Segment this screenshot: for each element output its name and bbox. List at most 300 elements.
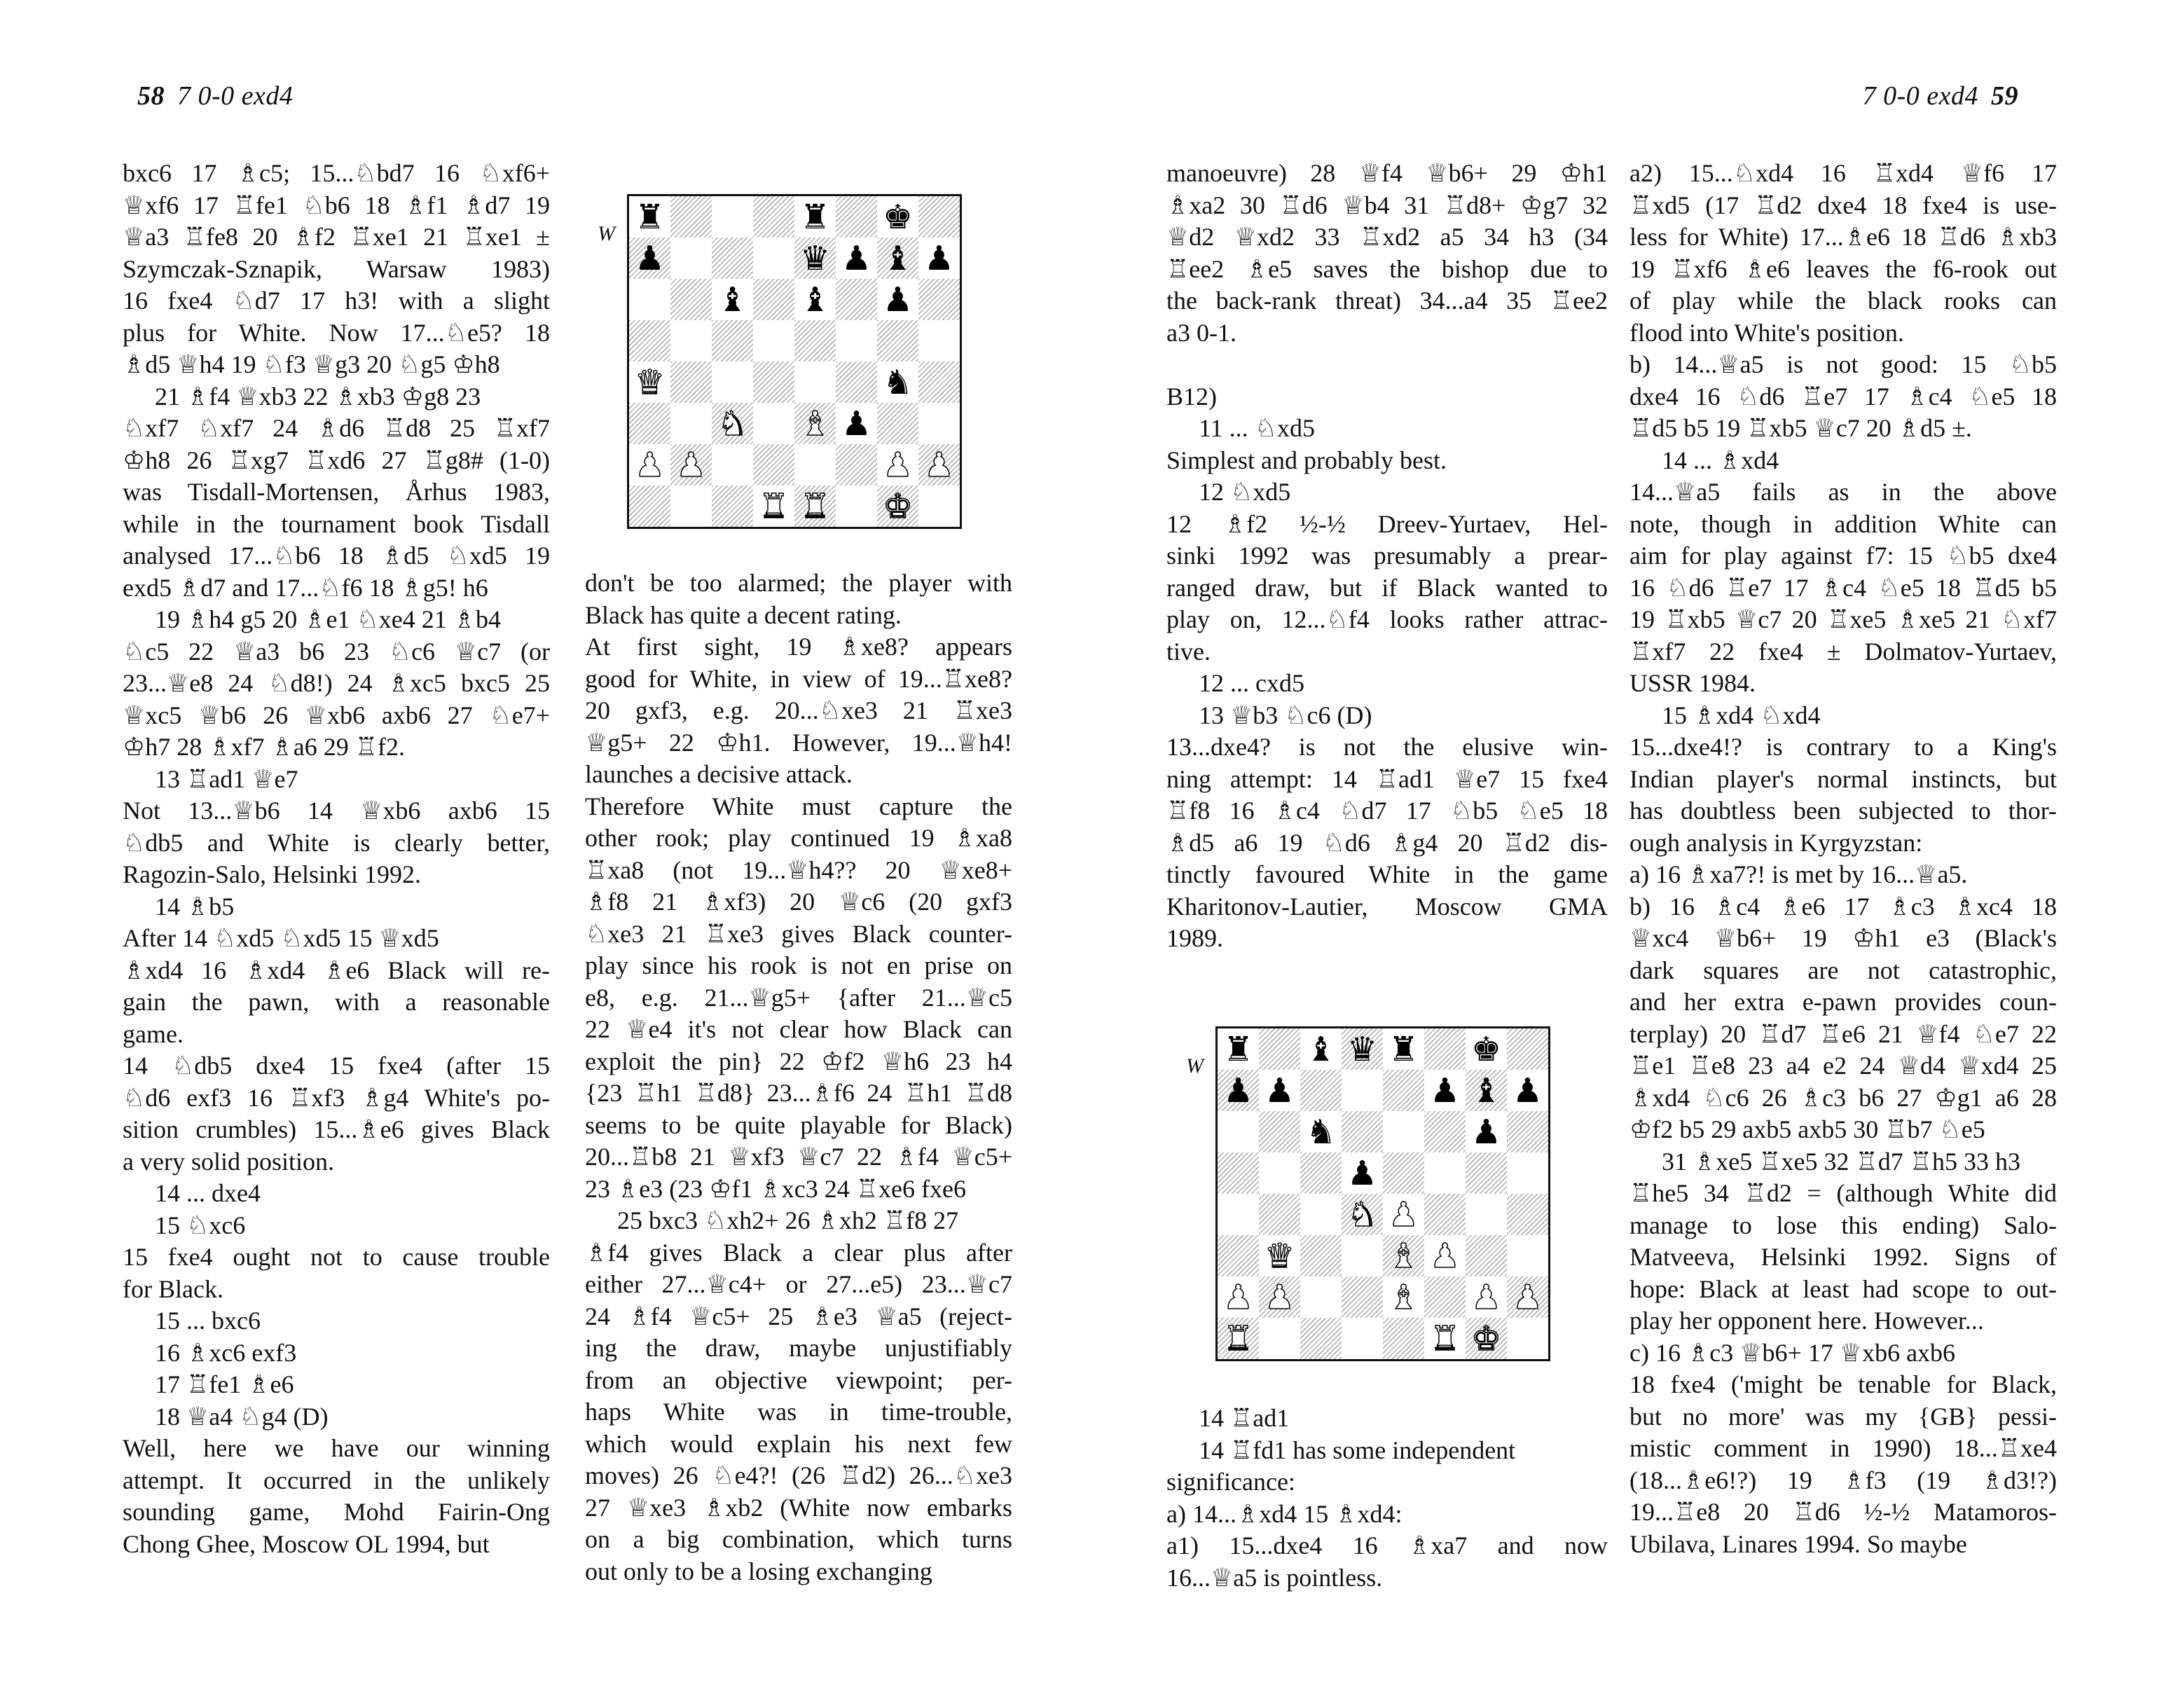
text-line: ♔h7 28 ♗xf7 ♗a6 29 ♖f2. [123, 733, 406, 761]
board-square [1300, 1111, 1342, 1152]
board-square [1383, 1235, 1424, 1276]
text-column-4 [1629, 158, 2057, 1560]
board-square [1218, 1111, 1259, 1152]
board-square [1259, 1318, 1300, 1359]
board-square [877, 320, 918, 361]
text-line: of play while the black rooks can [1629, 287, 2057, 315]
black-rook-icon: ♜ [1222, 1029, 1254, 1069]
text-line: 23 ♗e3 (23 ♔f1 ♗xc3 24 ♖xe6 fxe6 [585, 1174, 966, 1203]
text-line: which would explain his next few [585, 1429, 1012, 1458]
text-line: 20...♖b8 21 ♕xf3 ♕c7 22 ♗f4 ♕c5+ [585, 1143, 1012, 1171]
board-square [1383, 1276, 1424, 1318]
text-line: game. [123, 1019, 184, 1048]
text-line: Ragozin-Salo, Helsinki 1992. [123, 860, 421, 888]
chess-board [1215, 1026, 1550, 1361]
text-line: 22 ♕e4 it's not clear how Black can [585, 1015, 1012, 1043]
black-bishop-icon: ♝ [1470, 1070, 1502, 1110]
text-line: Kharitonov-Lautier, Moscow GMA [1166, 892, 1608, 921]
board-square [670, 320, 712, 361]
text-line: ♗f8 21 ♗xf3) 20 ♕c6 (20 gxf3 [585, 888, 1012, 916]
board-square [1300, 1070, 1342, 1111]
left-page-header [125, 81, 293, 111]
board-square [836, 279, 877, 320]
board-square [753, 320, 794, 361]
text-line: Indian player's normal instincts, but [1629, 764, 2057, 793]
board-square [1342, 1235, 1383, 1276]
text-line: 13 ♖ad1 ♕e7 [155, 764, 298, 793]
board-square [1466, 1276, 1507, 1318]
board-square [753, 444, 794, 485]
board-square [1466, 1028, 1507, 1070]
text-line: b) 14...♕a5 is not good: 15 ♘b5 [1629, 350, 2057, 378]
board-square [877, 279, 918, 320]
black-queen-icon: ♛ [1346, 1029, 1378, 1069]
text-line: ♕xc4 ♕b6+ 19 ♔h1 e3 (Black's [1629, 924, 2057, 952]
text-line: play her opponent here. However... [1629, 1307, 1984, 1335]
text-line: 16 ♘d6 ♖e7 17 ♗c4 ♘e5 18 ♖d5 b5 [1629, 573, 2057, 602]
text-line: 20 gxf3, e.g. 20...♘xe3 21 ♖xe3 [585, 696, 1012, 724]
board-square [1466, 1318, 1507, 1359]
text-line: ♗xa2 30 ♖d6 ♕b4 31 ♖d8+ ♔g7 32 [1166, 191, 1608, 219]
text-line: ♗d5 ♕h4 19 ♘f3 ♕g3 20 ♘g5 ♔h8 [123, 350, 500, 378]
text-line: ♕d2 ♕xd2 33 ♖xd2 a5 34 h3 (34 [1166, 223, 1608, 251]
board-square [629, 444, 670, 485]
board-square [712, 320, 753, 361]
text-line: B12) [1166, 382, 1217, 411]
board-square [629, 196, 670, 237]
text-line: ♘c5 22 ♕a3 b6 23 ♘c6 ♕c7 (or [123, 637, 550, 666]
text-line: 15 fxe4 ought not to cause trouble [123, 1243, 550, 1271]
text-column-3-continued [1166, 1403, 1608, 1594]
text-line: c) 16 ♗c3 ♕b6+ 17 ♕xb6 axb6 [1629, 1338, 1956, 1367]
board-square [1342, 1318, 1383, 1359]
text-line: significance: [1166, 1468, 1295, 1496]
text-line: exd5 ♗d7 and 17...♘f6 18 ♗g5! h6 [123, 573, 488, 602]
board-square [670, 279, 712, 320]
board-square [670, 485, 712, 527]
board-square [712, 196, 753, 237]
board-square [629, 320, 670, 361]
board-square [918, 361, 960, 403]
board-square [1507, 1070, 1548, 1111]
text-line: 13...dxe4? is not the elusive win- [1166, 733, 1608, 761]
board-square [753, 485, 794, 527]
white-pawn-icon: ♟ [1512, 1277, 1543, 1317]
text-line: ough analysis in Kyrgyzstan: [1629, 828, 1923, 857]
board-square [1218, 1028, 1259, 1070]
text-line: ♘xe3 21 ♖xe3 gives Black counter- [585, 919, 1012, 948]
white-rook-icon: ♜ [1222, 1318, 1254, 1358]
text-line: ♖xf7 22 fxe4 ± Dolmatov-Yurtaev, [1629, 637, 2057, 666]
board-square [1383, 1318, 1424, 1359]
text-line: 25 bxc3 ♘xh2+ 26 ♗xh2 ♖f8 27 [617, 1206, 959, 1234]
board-square [1342, 1111, 1383, 1152]
black-king-icon: ♚ [1470, 1029, 1502, 1069]
board-square [1507, 1235, 1548, 1276]
board-square [794, 444, 836, 485]
text-line: 14...♕a5 fails as in the above [1629, 478, 2057, 506]
board-square [877, 444, 918, 485]
board-square [794, 237, 836, 279]
board-square [1218, 1235, 1259, 1276]
board-square [753, 361, 794, 403]
text-line: 15...dxe4!? is contrary to a King's [1629, 733, 2057, 761]
text-column-2 [585, 567, 1012, 1588]
board-square [1342, 1070, 1383, 1111]
board-square [1259, 1111, 1300, 1152]
text-line: either 27...♕c4+ or 27...e5) 23...♕c7 [585, 1270, 1012, 1298]
white-rook-icon: ♜ [1429, 1318, 1461, 1358]
black-rook-icon: ♜ [799, 197, 831, 237]
text-line: was Tisdall-Mortensen, Århus 1983, [123, 478, 550, 506]
board-square [670, 237, 712, 279]
white-pawn-icon: ♟ [882, 445, 914, 485]
text-line: 12 ♘xd5 [1199, 478, 1291, 506]
text-line: a) 14...♗xd4 15 ♗xd4: [1166, 1499, 1403, 1528]
text-line: haps White was in time-trouble, [585, 1398, 1012, 1426]
board-square [1300, 1276, 1342, 1318]
text-line: 13 ♕b3 ♘c6 (D) [1199, 701, 1372, 729]
text-line: sition crumbles) 15...♗e6 gives Black [123, 1115, 550, 1143]
board-square [877, 403, 918, 444]
board-square [836, 196, 877, 237]
text-line: sinki 1992 was presumably a prear- [1166, 542, 1608, 570]
black-pawn-icon: ♟ [1264, 1070, 1295, 1110]
text-line: out only to be a losing exchanging [585, 1557, 932, 1585]
text-line: a) 16 ♗xa7?! is met by 16...♕a5. [1629, 860, 1968, 888]
text-line: moves) 26 ♘e4?! (26 ♖d2) 26...♘xe3 [585, 1461, 1012, 1489]
board-square [1507, 1318, 1548, 1359]
text-line: aim for play against f7: 15 ♘b5 dxe4 [1629, 542, 2057, 570]
text-line: other rook; play continued 19 ♗xa8 [585, 824, 1012, 852]
text-line: ♖d5 b5 19 ♖xb5 ♕c7 20 ♗d5 ±. [1629, 414, 1972, 442]
text-line: 14 ... dxe4 [155, 1179, 261, 1207]
white-king-icon: ♚ [882, 486, 914, 526]
black-pawn-icon: ♟ [634, 238, 666, 278]
text-line: USSR 1984. [1629, 669, 1756, 697]
board-square [794, 403, 836, 444]
board-square [753, 279, 794, 320]
black-pawn-icon: ♟ [1470, 1112, 1502, 1152]
text-line: Not 13...♕b6 14 ♕xb6 axb6 15 [123, 797, 550, 825]
text-line: ♘db5 and White is clearly better, [123, 828, 550, 857]
board-square [1424, 1070, 1466, 1111]
board-square [712, 444, 753, 485]
board-square [1507, 1028, 1548, 1070]
text-line: Well, here we have our winning [123, 1434, 550, 1462]
board-square [629, 279, 670, 320]
board-square [1466, 1235, 1507, 1276]
text-line: launches a decisive attack. [585, 760, 853, 788]
black-pawn-icon: ♟ [841, 238, 872, 278]
board-square [836, 444, 877, 485]
board-square [712, 361, 753, 403]
text-line: Chong Ghee, Moscow OL 1994, but [123, 1529, 490, 1558]
board-square [1300, 1194, 1342, 1235]
white-bishop-icon: ♝ [799, 404, 831, 443]
text-line: 18 fxe4 ('might be tenable for Black, [1629, 1370, 2057, 1398]
board-square [1218, 1318, 1259, 1359]
black-pawn-icon: ♟ [923, 238, 955, 278]
text-line: tinctly favoured White in the game [1166, 860, 1608, 888]
text-line: ♗xd4 ♘c6 26 ♗c3 b6 27 ♔g1 a6 28 [1629, 1083, 2057, 1112]
text-line: (18...♗e6!?) 19 ♗f3 (19 ♗d3!?) [1629, 1466, 2057, 1494]
text-line: a3 0-1. [1166, 318, 1236, 347]
white-pawn-icon: ♟ [1429, 1236, 1461, 1276]
white-queen-icon: ♛ [634, 362, 666, 402]
board-square [1466, 1194, 1507, 1235]
text-line: Black has quite a decent rating. [585, 600, 902, 629]
text-line: ♘xf7 ♘xf7 24 ♗d6 ♖d8 25 ♖xf7 [123, 414, 550, 442]
board-square [629, 237, 670, 279]
text-column-1 [123, 158, 550, 1560]
text-line: good for White, in view of 19...♖xe8? [585, 664, 1012, 693]
text-line: attempt. It occurred in the unlikely [123, 1466, 550, 1494]
board-square [753, 237, 794, 279]
board-square [712, 485, 753, 527]
board-square [1218, 1194, 1259, 1235]
side-to-move-label: W [598, 222, 615, 245]
text-line: 17 ♖fe1 ♗e6 [155, 1370, 294, 1398]
board-square [918, 320, 960, 361]
text-line: 16 fxe4 ♘d7 17 h3! with a slight [123, 287, 550, 315]
board-square [1424, 1152, 1466, 1194]
black-bishop-icon: ♝ [1305, 1029, 1337, 1069]
board-square [1383, 1028, 1424, 1070]
text-line: ♖f8 16 ♗c4 ♘d7 17 ♘b5 ♘e5 18 [1166, 797, 1608, 825]
text-line: Szymczak-Sznapik, Warsaw 1983) [123, 254, 550, 283]
board-square [918, 237, 960, 279]
board-square [918, 444, 960, 485]
board-square [1259, 1235, 1300, 1276]
text-line: ♖e1 ♖e8 23 a4 e2 24 ♕d4 ♕xd4 25 [1629, 1052, 2057, 1080]
white-bishop-icon: ♝ [1388, 1277, 1419, 1317]
text-line: note, though in addition White can [1629, 509, 2057, 538]
left-running-title: 7 0-0 exd4 [177, 81, 294, 111]
text-line: 14 ♘db5 dxe4 15 fxe4 (after 15 [123, 1052, 550, 1080]
text-line: ♕g5+ 22 ♔h1. However, 19...♕h4! [585, 728, 1012, 757]
text-line: After 14 ♘xd5 ♘xd5 15 ♕xd5 [123, 924, 439, 952]
text-line: manoeuvre) 28 ♕f4 ♕b6+ 29 ♔h1 [1166, 159, 1608, 187]
text-line: 14 ♖ad1 [1199, 1404, 1290, 1432]
text-line: 15 ... bxc6 [155, 1307, 261, 1335]
board-square [1259, 1028, 1300, 1070]
text-line: 31 ♗xe5 ♖xe5 32 ♖d7 ♖h5 33 h3 [1662, 1147, 2021, 1176]
text-line: ♗d5 a6 19 ♘d6 ♗g4 20 ♖d2 dis- [1166, 828, 1608, 857]
black-bishop-icon: ♝ [717, 280, 748, 319]
right-running-title: 7 0-0 exd4 [1862, 81, 1978, 111]
text-line: 19 ♖xf6 ♗e6 leaves the f6-rook out [1629, 254, 2057, 283]
text-line: ♖he5 34 ♖d2 = (although White did [1629, 1179, 2057, 1207]
text-line: analysed 17...♘b6 18 ♗d5 ♘xd5 19 [123, 542, 550, 570]
text-line: seems to be quite playable for Black) [585, 1110, 1012, 1139]
text-line: while in the tournament book Tisdall [123, 509, 550, 538]
board-square [794, 196, 836, 237]
black-queen-icon: ♛ [799, 238, 831, 278]
board-square [629, 485, 670, 527]
black-king-icon: ♚ [882, 197, 914, 237]
text-line: tive. [1166, 637, 1211, 666]
board-square [1466, 1152, 1507, 1194]
text-line: {23 ♖h1 ♖d8} 23...♗f6 24 ♖h1 ♖d8 [585, 1079, 1012, 1107]
board-square [1383, 1070, 1424, 1111]
text-line: ♖xa8 (not 19...♕h4?? 20 ♕xe8+ [585, 855, 1012, 884]
white-pawn-icon: ♟ [634, 445, 666, 485]
text-line: 11 ... ♘xd5 [1199, 414, 1315, 442]
board-square [836, 403, 877, 444]
board-square [1300, 1318, 1342, 1359]
text-line: 1989. [1166, 924, 1223, 952]
chess-board [627, 194, 962, 529]
board-square [1259, 1276, 1300, 1318]
board-square [1424, 1194, 1466, 1235]
text-line: gain the pawn, with a reasonable [123, 988, 550, 1016]
text-line: 19 ♖xb5 ♕c7 20 ♖xe5 ♗xe5 21 ♘xf7 [1629, 605, 2057, 633]
text-line: 21 ♗f4 ♕xb3 22 ♗xb3 ♔g8 23 [155, 382, 481, 411]
text-line: 18 ♕a4 ♘g4 (D) [155, 1402, 329, 1431]
text-line: a1) 15...dxe4 16 ♗xa7 and now [1166, 1531, 1608, 1559]
board-square [712, 403, 753, 444]
board-square [1466, 1111, 1507, 1152]
white-pawn-icon: ♟ [1388, 1194, 1419, 1234]
text-line: 14 ♖fd1 has some independent [1199, 1435, 1516, 1464]
black-knight-icon: ♞ [1305, 1112, 1337, 1152]
black-pawn-icon: ♟ [1222, 1070, 1254, 1110]
board-square [1424, 1028, 1466, 1070]
text-line: a2) 15...♘xd4 16 ♖xd4 ♕f6 17 [1629, 159, 2057, 187]
text-line: 16 ♗xc6 exf3 [155, 1338, 297, 1367]
right-page-header [1863, 81, 2031, 111]
white-king-icon: ♚ [1470, 1318, 1502, 1358]
text-line: dxe4 16 ♘d6 ♖e7 17 ♗c4 ♘e5 18 [1629, 382, 2057, 411]
board-square [629, 403, 670, 444]
text-line: mistic comment in 1990) 18...♖xe4 [1629, 1434, 2057, 1462]
white-rook-icon: ♜ [799, 486, 831, 526]
text-line: ♖ee2 ♗e5 saves the bishop due to [1166, 254, 1608, 283]
text-line: ranged draw, but if Black wanted to [1166, 573, 1608, 602]
text-line: bxc6 17 ♗c5; 15...♘bd7 16 ♘xf6+ [123, 159, 550, 187]
white-knight-icon: ♞ [717, 404, 748, 443]
board-square [1383, 1152, 1424, 1194]
board-square [1466, 1070, 1507, 1111]
text-line: play on, 12...♘f4 looks rather attrac- [1166, 605, 1608, 633]
board-square [1259, 1152, 1300, 1194]
black-knight-icon: ♞ [882, 362, 914, 402]
board-square [1383, 1194, 1424, 1235]
text-line: ing the draw, maybe unjustifiably [585, 1334, 1012, 1362]
text-line: don't be too alarmed; the player with [585, 569, 1012, 597]
text-line: 16...♕a5 is pointless. [1166, 1563, 1383, 1592]
board-square [753, 196, 794, 237]
black-pawn-icon: ♟ [1512, 1070, 1543, 1110]
board-square [836, 361, 877, 403]
black-bishop-icon: ♝ [799, 280, 831, 319]
board-square [877, 237, 918, 279]
text-line: from an objective viewpoint; per- [585, 1365, 1012, 1394]
board-square [1342, 1028, 1383, 1070]
text-line: dark squares are not catastrophic, [1629, 956, 2057, 984]
board-square [794, 279, 836, 320]
board-square [1218, 1070, 1259, 1111]
text-line: play since his rook is not en prise on [585, 951, 1012, 979]
side-to-move-label: W [1186, 1054, 1204, 1077]
text-line: 19...♖e8 20 ♖d6 ½-½ Matamoros- [1629, 1498, 2057, 1526]
text-line: 23...♕e8 24 ♘d8!) 24 ♗xc5 bxc5 25 [123, 669, 550, 697]
text-line: Therefore White must capture the [585, 792, 1012, 820]
board-square [918, 196, 960, 237]
black-pawn-icon: ♟ [882, 280, 914, 319]
text-line: sounding game, Mohd Fairin-Ong [123, 1498, 550, 1526]
text-line: ♖xd5 (17 ♖d2 dxe4 18 fxe4 is use- [1629, 191, 2057, 219]
text-line: 12 ♗f2 ½-½ Dreev-Yurtaev, Hel- [1166, 509, 1608, 538]
text-line: on a big combination, which turns [585, 1525, 1012, 1553]
board-square [753, 403, 794, 444]
board-square [877, 485, 918, 527]
board-square [1507, 1152, 1548, 1194]
board-square [1259, 1194, 1300, 1235]
text-line [1166, 349, 1608, 381]
board-square [712, 237, 753, 279]
text-line: terplay) 20 ♖d7 ♖e6 21 ♕f4 ♘e7 22 [1629, 1019, 2057, 1048]
white-rook-icon: ♜ [758, 486, 790, 526]
text-line: Ubilava, Linares 1994. So maybe [1629, 1529, 1967, 1558]
white-pawn-icon: ♟ [1470, 1277, 1502, 1317]
text-line: ♕a3 ♖fe8 20 ♗f2 ♖xe1 21 ♖xe1 ± [123, 223, 550, 251]
board-square [836, 485, 877, 527]
board-square [629, 361, 670, 403]
board-square [1507, 1194, 1548, 1235]
text-line: 15 ♗xd4 ♘xd4 [1662, 701, 1821, 729]
board-square [877, 361, 918, 403]
text-line: b) 16 ♗c4 ♗e6 17 ♗c3 ♗xc4 18 [1629, 892, 2057, 921]
board-square [1424, 1235, 1466, 1276]
left-page-number: 58 [137, 81, 165, 111]
board-square [1342, 1194, 1383, 1235]
board-square [794, 485, 836, 527]
board-square [918, 403, 960, 444]
white-bishop-icon: ♝ [1388, 1236, 1419, 1276]
text-line: ♕xf6 17 ♖fe1 ♘b6 18 ♗f1 ♗d7 19 [123, 191, 550, 219]
text-line: 27 ♕xe3 ♗xb2 (White now embarks [585, 1493, 1012, 1522]
text-line: less for White) 17...♗e6 18 ♖d6 ♗xb3 [1629, 223, 2057, 251]
text-line: but no more' was my {GB} pessi- [1629, 1402, 2057, 1431]
board-square [1342, 1276, 1383, 1318]
board-square [1383, 1111, 1424, 1152]
black-bishop-icon: ♝ [882, 238, 914, 278]
text-line: 15 ♘xc6 [155, 1211, 246, 1239]
text-line: exploit the pin} 22 ♔f2 ♕h6 23 h4 [585, 1047, 1012, 1075]
text-line: 19 ♗h4 g5 20 ♗e1 ♘xe4 21 ♗b4 [155, 605, 502, 633]
text-line: manage to lose this ending) Salo- [1629, 1211, 2057, 1239]
text-line: hope: Black at least had scope to out- [1629, 1274, 2057, 1303]
board-square [1300, 1152, 1342, 1194]
text-line: ♗f4 gives Black a clear plus after [585, 1238, 1012, 1267]
text-line: 14 ... ♗xd4 [1662, 446, 1779, 474]
text-line: e8, e.g. 21...♕g5+ {after 21...♕c5 [585, 983, 1012, 1012]
board-square [794, 361, 836, 403]
board-square [1424, 1318, 1466, 1359]
text-line: 14 ♗b5 [155, 892, 235, 921]
text-line: 12 ... cxd5 [1199, 669, 1304, 697]
white-pawn-icon: ♟ [1222, 1277, 1254, 1317]
board-square [670, 196, 712, 237]
board-square [1300, 1028, 1342, 1070]
white-pawn-icon: ♟ [675, 445, 707, 485]
black-rook-icon: ♜ [1388, 1029, 1419, 1069]
board-square [1424, 1276, 1466, 1318]
board-square [836, 237, 877, 279]
white-pawn-icon: ♟ [923, 445, 955, 485]
